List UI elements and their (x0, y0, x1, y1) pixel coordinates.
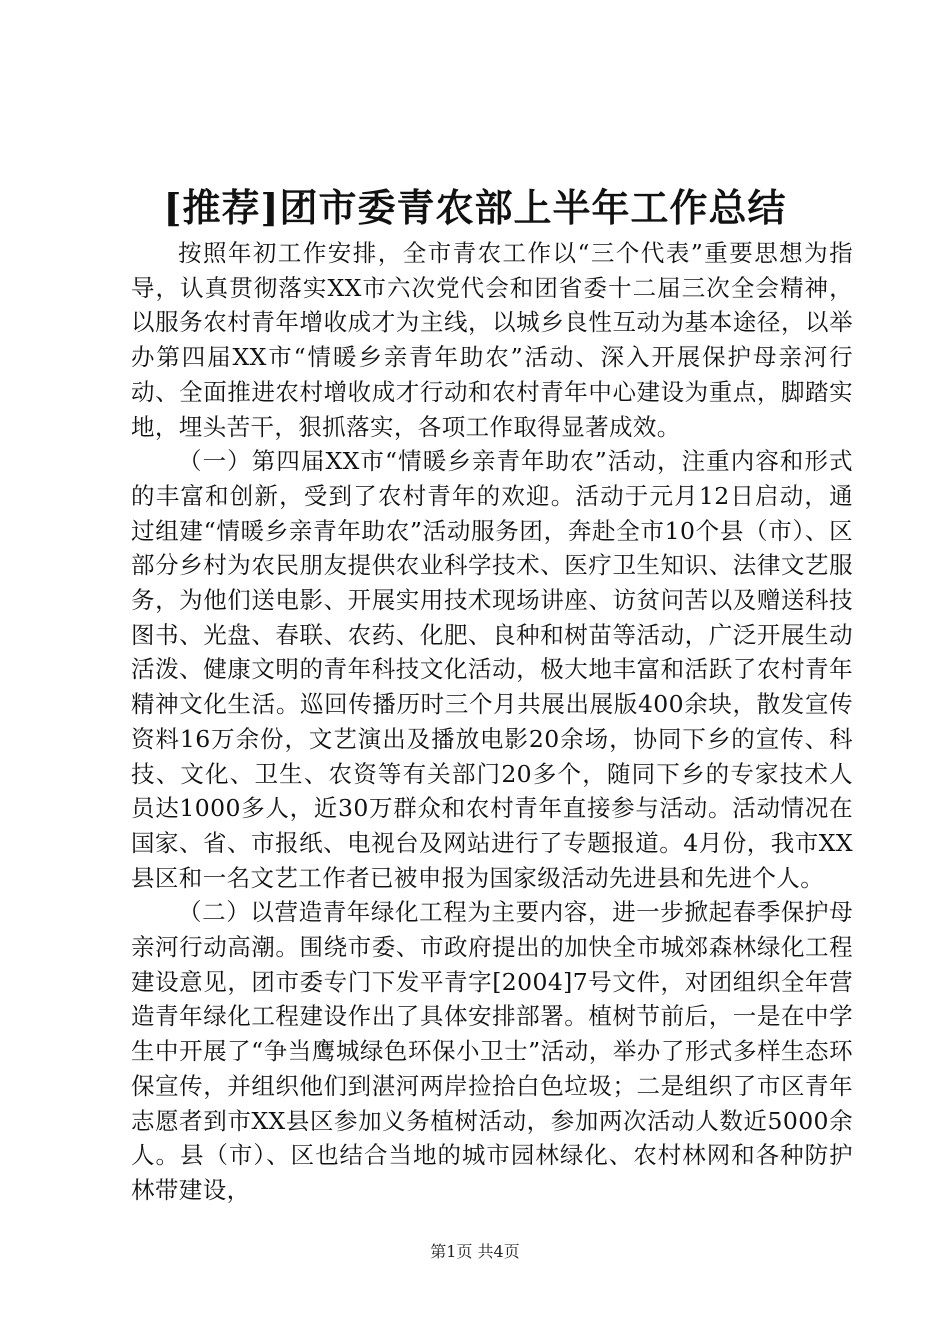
page-number-footer: 第1页 共4页 (430, 1242, 520, 1261)
document-body (131, 236, 853, 1208)
paragraph-intro: 按照年初工作安排，全市青农工作以“三个代表”重要思想为指导，认真贯彻落实XX市六次党代会和团省委十二届三次全会精神，以服务农村青年增收成才为主线，以城乡良性互动为基本途径，以举办第四届XX市“情暖乡亲青年助农”活动、深入开展保护母亲河行动、全面推进农村增收成才行动和农村青年中心建设为重点，脚踏实地，埋头苦干，狠抓落实，各项工作取得显著成效。 (131, 239, 853, 441)
paragraph-section-2: （二）以营造青年绿化工程为主要内容，进一步掀起春季保护母亲河行动高潮。围绕市委、市政府提出的加快全市城郊森林绿化工程建设意见，团市委专门下发平青字[2004]7号文件，对团组织全年营造青年绿化工程建设作出了具体安排部署。植树节前后，一是在中学生中开展了“争当鹰城绿色环保小卫士”活动，举办了形式多样生态环保宣传，并组织他们到湛河两岸捡拾白色垃圾；二是组织了市区青年志愿者到市XX县区参加义务植树活动，参加两次活动人数近5000余人。县（市）、区也结合当地的城市园林绿化、农村林网和各种防护林带建设， (131, 898, 853, 1204)
paragraph-section-1: （一）第四届XX市“情暖乡亲青年助农”活动，注重内容和形式的丰富和创新，受到了农村青年的欢迎。活动于元月12日启动，通过组建“情暖乡亲青年助农”活动服务团，奔赴全市10个县（市）、区部分乡村为农民朋友提供农业科学技术、医疗卫生知识、法律文艺服务，为他们送电影、开展实用技术现场讲座、访贫问苦以及赠送科技图书、光盘、春联、农药、化肥、良种和树苗等活动，广泛开展生动活泼、健康文明的青年科技文化活动，极大地丰富和活跃了农村青年精神文化生活。巡回传播历时三个月共展出展版400余块，散发宣传资料16万余份，文艺演出及播放电影20余场，协同下乡的宣传、科技、文化、卫生、农资等有关部门20多个，随同下乡的专家技术人员达1000多人，近30万群众和农村青年直接参与活动。活动情况在国家、省、市报纸、电视台及网站进行了专题报道。4月份，我市XX县区和一名文艺工作者已被申报为国家级活动先进县和先进个人。 (131, 447, 853, 892)
document-title: [推荐]团市委青农部上半年工作总结 (163, 185, 787, 230)
